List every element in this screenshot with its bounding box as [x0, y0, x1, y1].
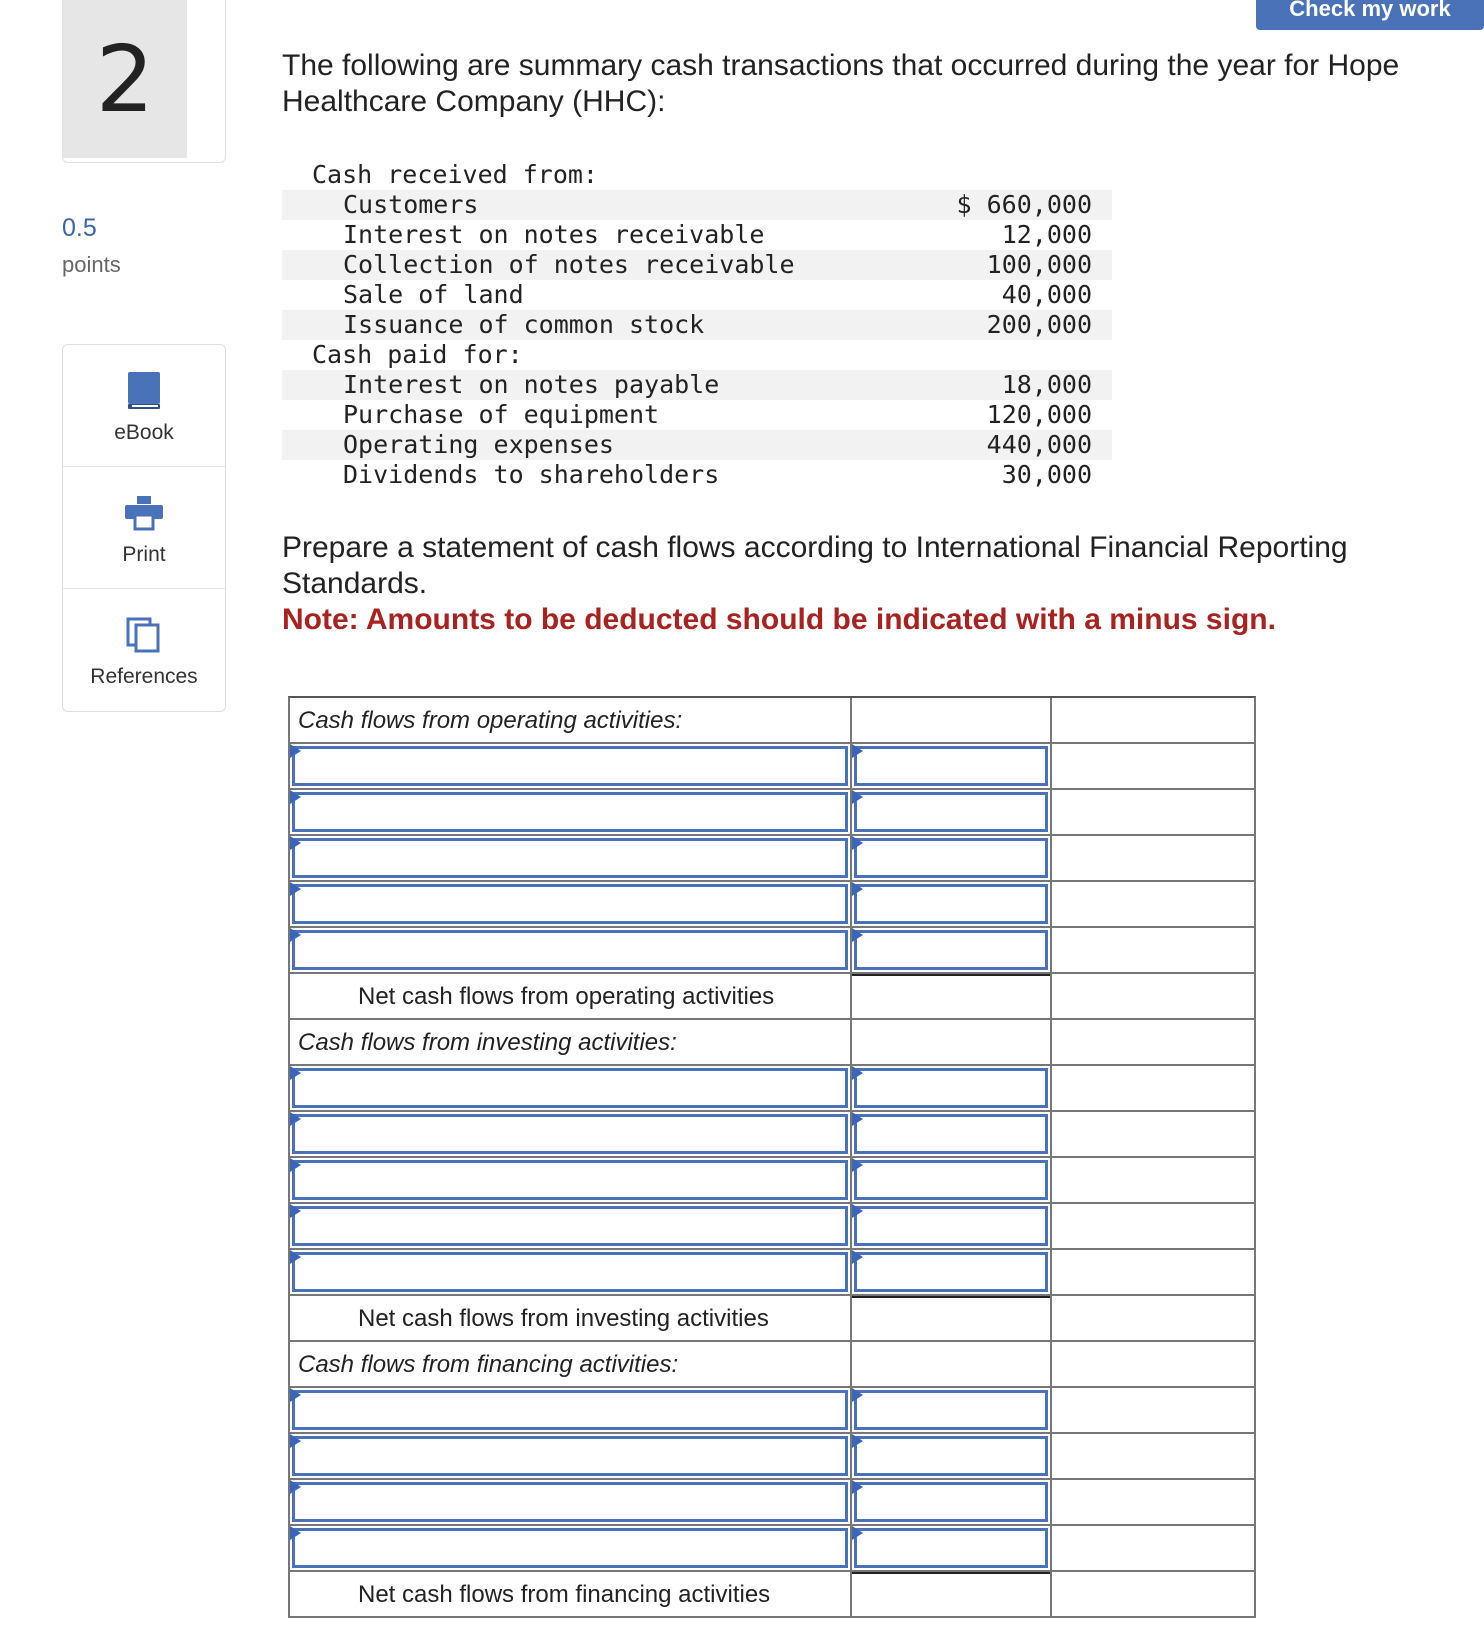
- transactions-table: [282, 160, 1112, 490]
- description-dropdown[interactable]: [292, 792, 848, 832]
- print-button[interactable]: [63, 467, 225, 589]
- dropdown-indicator-icon: [852, 836, 863, 850]
- dropdown-indicator-icon: [290, 744, 301, 758]
- references-label: References: [90, 665, 198, 688]
- amount-input[interactable]: [854, 1436, 1048, 1476]
- dropdown-indicator-icon: [852, 1066, 863, 1080]
- amount-input[interactable]: [854, 746, 1048, 786]
- investing-header: Cash flows from investing activities:: [298, 1029, 677, 1056]
- description-dropdown[interactable]: [292, 1528, 848, 1568]
- description-dropdown[interactable]: [292, 1252, 848, 1292]
- dropdown-indicator-icon: [852, 1112, 863, 1126]
- dropdown-indicator-icon: [852, 1204, 863, 1218]
- amount-input[interactable]: [854, 1160, 1048, 1200]
- dropdown-indicator-icon: [290, 1158, 301, 1172]
- amount-input[interactable]: [854, 838, 1048, 878]
- instructions-text: Prepare a statement of cash flows according to International Financial Reporting Standards.: [282, 531, 1348, 600]
- entry-row: [290, 1158, 1254, 1204]
- entry-row: [290, 1250, 1254, 1296]
- dropdown-indicator-icon: [290, 1480, 301, 1494]
- print-label: Print: [122, 543, 166, 566]
- amount-input[interactable]: [854, 1114, 1048, 1154]
- entry-row: [290, 836, 1254, 882]
- dropdown-indicator-icon: [852, 790, 863, 804]
- operating-header: Cash flows from operating activities:: [298, 707, 683, 734]
- question-intro: The following are summary cash transactions that occurred during the year for Hope Healthcare Company (HHC):: [282, 49, 1400, 118]
- financing-header: Cash flows from financing activities:: [298, 1351, 679, 1378]
- dropdown-indicator-icon: [852, 744, 863, 758]
- dropdown-indicator-icon: [852, 1250, 863, 1264]
- description-dropdown[interactable]: [292, 1390, 848, 1430]
- section-header-row: [290, 698, 1254, 744]
- entry-row: [290, 882, 1254, 928]
- entry-row: [290, 1480, 1254, 1526]
- transaction-row: Collection of notes receivable 100,000: [282, 250, 1112, 280]
- dropdown-indicator-icon: [852, 1434, 863, 1448]
- entry-row: [290, 928, 1254, 974]
- transactions-header-received: Cash received from:: [312, 160, 598, 189]
- dropdown-indicator-icon: [290, 836, 301, 850]
- amount-input[interactable]: [854, 1390, 1048, 1430]
- total-row: [290, 1572, 1254, 1618]
- dropdown-indicator-icon: [290, 1204, 301, 1218]
- entry-row: [290, 1204, 1254, 1250]
- amount-input[interactable]: [854, 930, 1048, 970]
- transaction-row: Dividends to shareholders 30,000: [343, 460, 1092, 489]
- question-number-card: [62, 0, 226, 163]
- points-label: points: [62, 252, 121, 277]
- description-dropdown[interactable]: [292, 1482, 848, 1522]
- entry-row: [290, 1388, 1254, 1434]
- dropdown-indicator-icon: [290, 1066, 301, 1080]
- entry-row: [290, 1434, 1254, 1480]
- dropdown-indicator-icon: [290, 1526, 301, 1540]
- total-row: [290, 1296, 1254, 1342]
- description-dropdown[interactable]: [292, 838, 848, 878]
- dropdown-indicator-icon: [852, 882, 863, 896]
- description-dropdown[interactable]: [292, 884, 848, 924]
- check-my-work-button[interactable]: Check my work: [1256, 0, 1484, 30]
- points-value: 0.5: [62, 214, 97, 242]
- amount-input[interactable]: [854, 792, 1048, 832]
- dropdown-indicator-icon: [852, 928, 863, 942]
- dropdown-indicator-icon: [290, 1388, 301, 1402]
- description-dropdown[interactable]: [292, 1068, 848, 1108]
- dropdown-indicator-icon: [290, 1250, 301, 1264]
- entry-row: [290, 790, 1254, 836]
- total-row: [290, 974, 1254, 1020]
- book-icon: [124, 369, 164, 413]
- financing-total-input[interactable]: [852, 1572, 1050, 1616]
- investing-total-label: Net cash flows from investing activities: [358, 1305, 769, 1332]
- description-dropdown[interactable]: [292, 1436, 848, 1476]
- entry-row: [290, 1526, 1254, 1572]
- question-number: 2: [63, 0, 187, 158]
- ebook-label: eBook: [114, 421, 174, 444]
- instructions-note: Note: Amounts to be deducted should be indicated with a minus sign.: [282, 603, 1276, 636]
- printer-icon: [123, 491, 165, 535]
- entry-row: [290, 1066, 1254, 1112]
- section-header-row: [290, 1020, 1254, 1066]
- dropdown-indicator-icon: [290, 882, 301, 896]
- operating-total-label: Net cash flows from operating activities: [358, 983, 775, 1010]
- amount-input[interactable]: [854, 1206, 1048, 1246]
- amount-input[interactable]: [854, 1528, 1048, 1568]
- transaction-row: Purchase of equipment 120,000: [343, 400, 1092, 429]
- transaction-row: Sale of land 40,000: [343, 280, 1092, 309]
- dropdown-indicator-icon: [290, 1434, 301, 1448]
- transaction-row: Interest on notes receivable 12,000: [343, 220, 1092, 249]
- entry-row: [290, 1112, 1254, 1158]
- tools-panel: [62, 344, 226, 712]
- description-dropdown[interactable]: [292, 1206, 848, 1246]
- amount-input[interactable]: [854, 1252, 1048, 1292]
- transactions-header-paid: Cash paid for:: [312, 340, 523, 369]
- dropdown-indicator-icon: [290, 1112, 301, 1126]
- ebook-button[interactable]: [63, 345, 225, 467]
- operating-total-input[interactable]: [852, 974, 1050, 1018]
- dropdown-indicator-icon: [852, 1480, 863, 1494]
- transaction-row: Interest on notes payable 18,000: [282, 370, 1112, 400]
- dropdown-indicator-icon: [852, 1388, 863, 1402]
- section-header-row: [290, 1342, 1254, 1388]
- entry-row: [290, 744, 1254, 790]
- dropdown-indicator-icon: [852, 1158, 863, 1172]
- transaction-row: Operating expenses 440,000: [282, 430, 1112, 460]
- investing-total-input[interactable]: [852, 1296, 1050, 1340]
- cash-flow-worksheet: [288, 696, 1256, 1618]
- description-dropdown[interactable]: [292, 1114, 848, 1154]
- transaction-row: Issuance of common stock 200,000: [282, 310, 1112, 340]
- transaction-row: Customers $ 660,000: [282, 190, 1112, 220]
- amount-input[interactable]: [854, 1068, 1048, 1108]
- description-dropdown[interactable]: [292, 746, 848, 786]
- amount-input[interactable]: [854, 1482, 1048, 1522]
- description-dropdown[interactable]: [292, 930, 848, 970]
- amount-input[interactable]: [854, 884, 1048, 924]
- dropdown-indicator-icon: [290, 790, 301, 804]
- dropdown-indicator-icon: [290, 928, 301, 942]
- copy-icon: [124, 613, 164, 657]
- description-dropdown[interactable]: [292, 1160, 848, 1200]
- dropdown-indicator-icon: [852, 1526, 863, 1540]
- financing-total-label: Net cash flows from financing activities: [358, 1581, 771, 1608]
- references-button[interactable]: [63, 589, 225, 710]
